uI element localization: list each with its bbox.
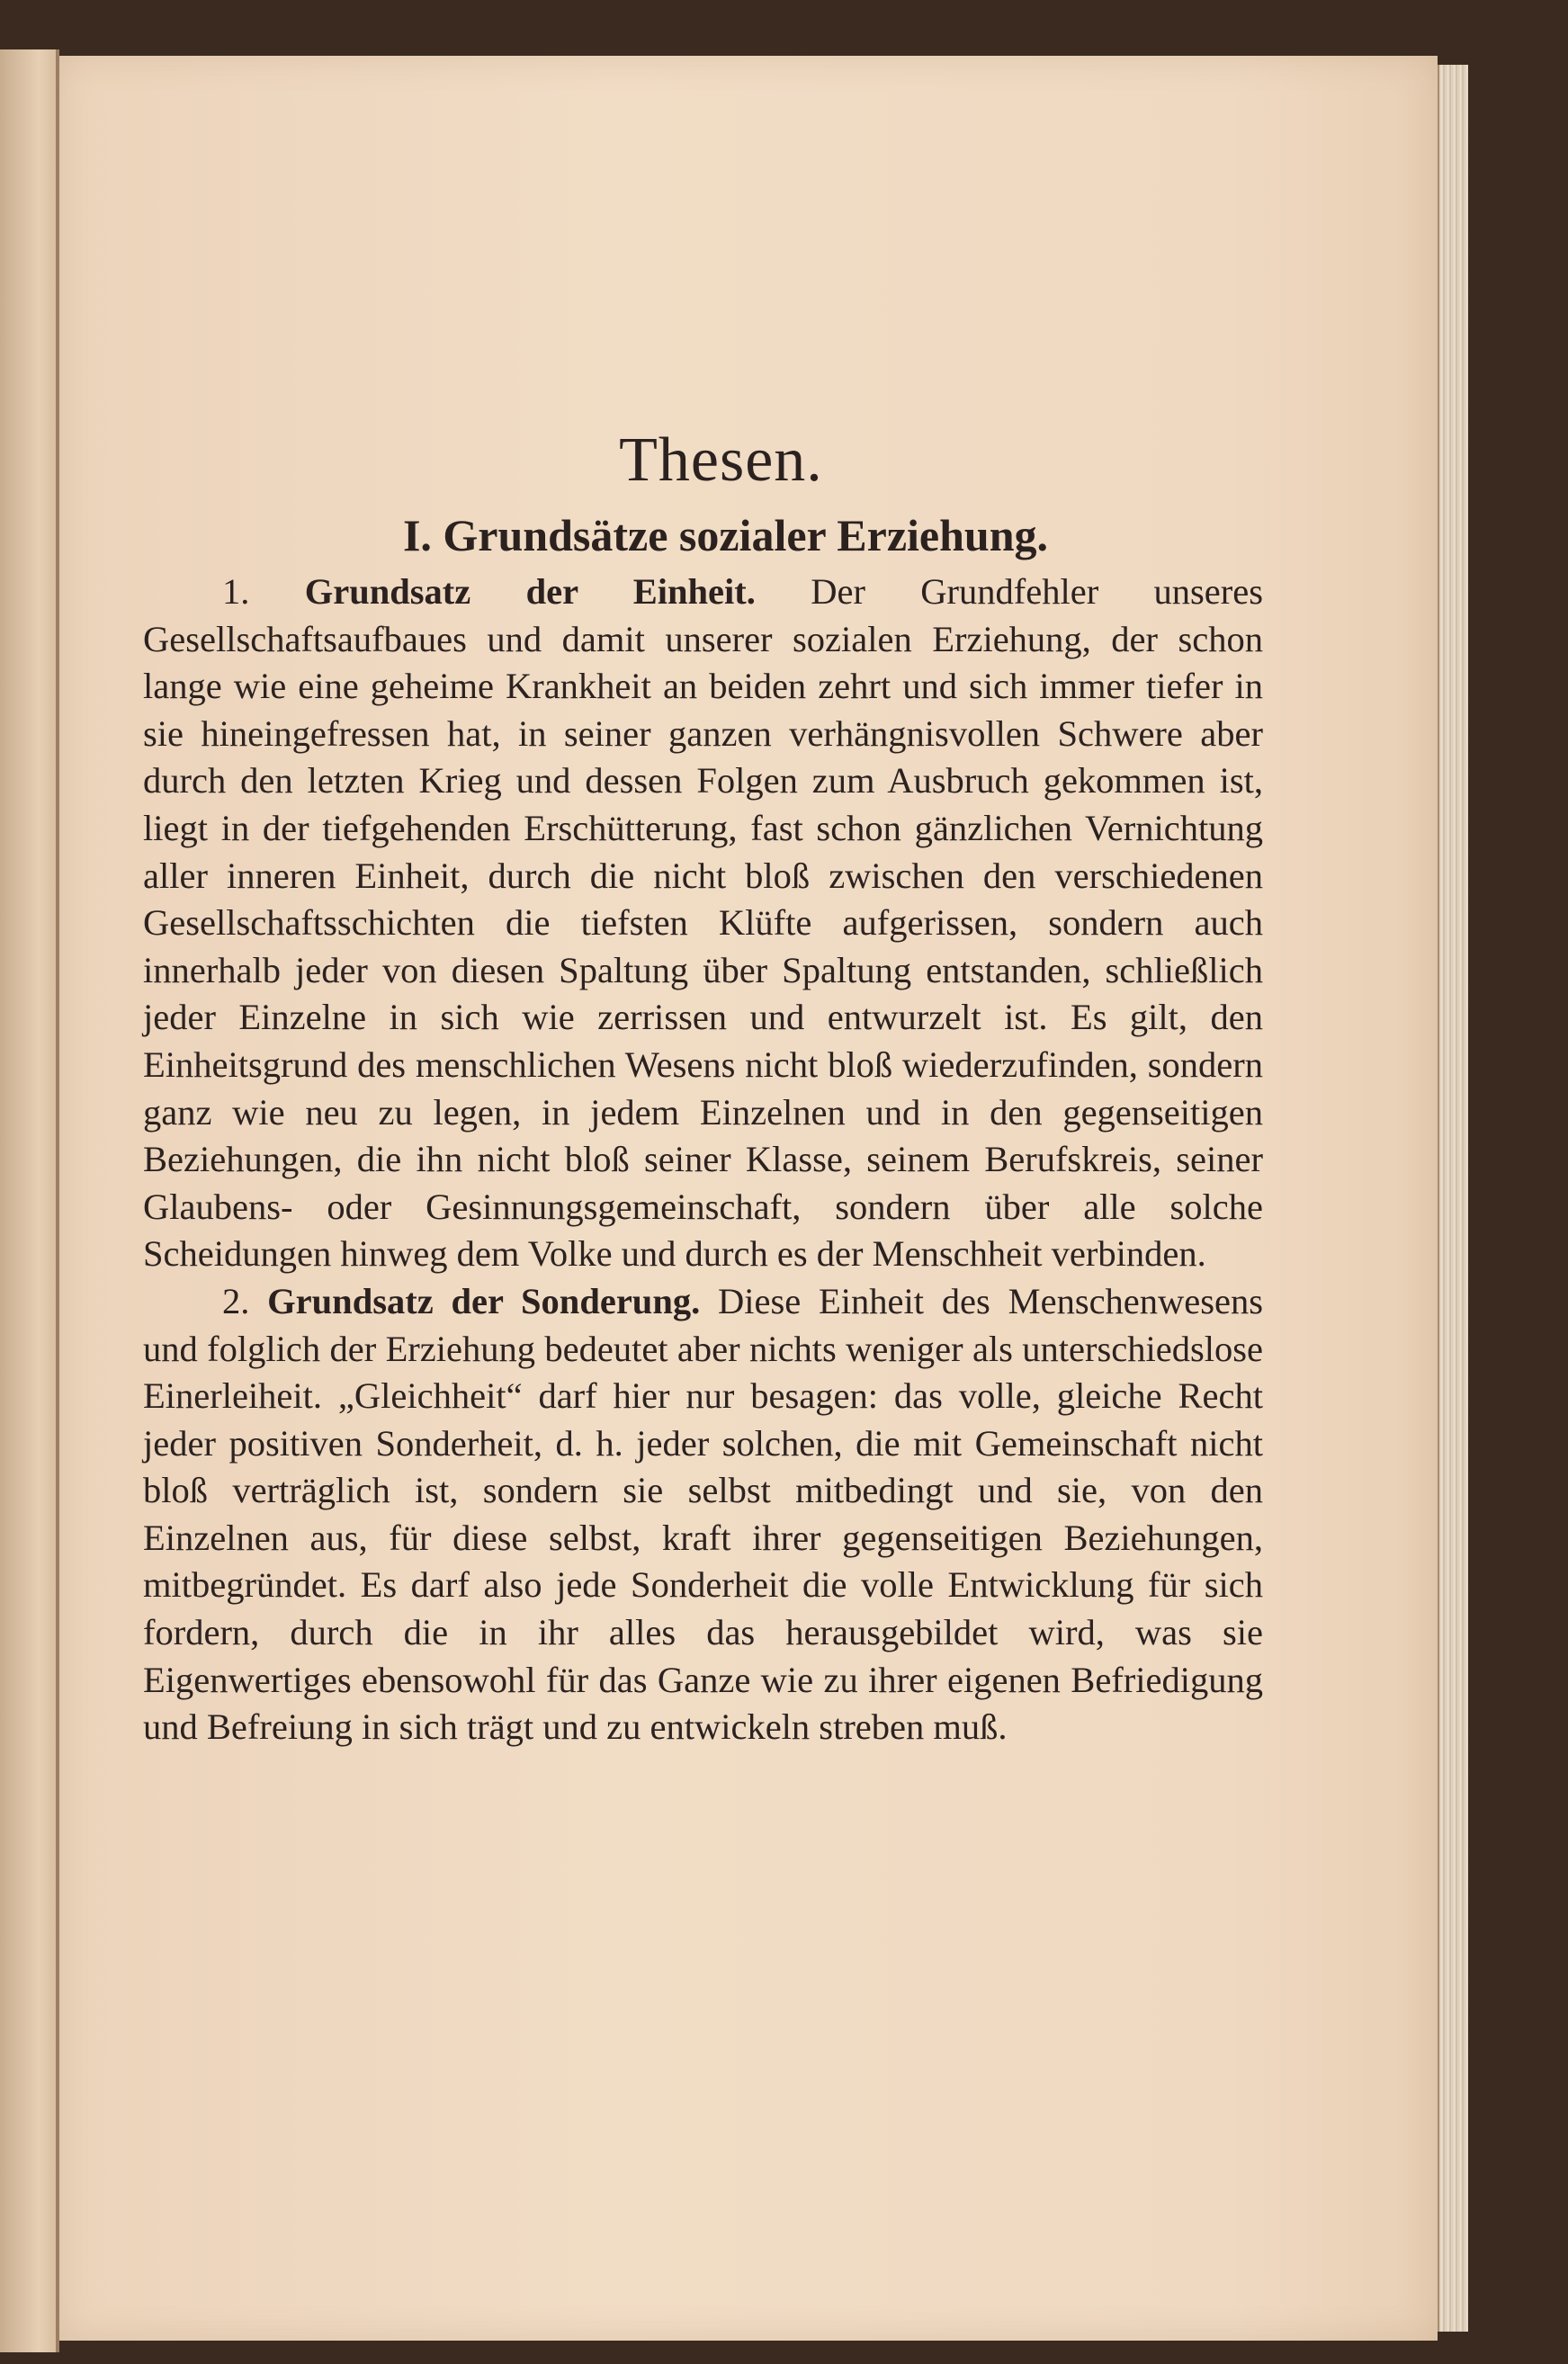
paragraph-2-lead: Grundsatz der Sonderung.: [267, 1280, 701, 1321]
paragraph-2: [143, 1278, 1263, 1751]
facing-page-edge: [0, 49, 58, 2352]
paragraph-1: [143, 569, 1263, 1278]
page-text: [143, 425, 1263, 1751]
paragraph-2-text: Diese Einheit des Menschenwesens und folglich der Erziehung bedeutet aber nichts weniger als unterschiedslose Einerleiheit. „Gleichheit“ darf hier nur besagen: das volle, gleiche Recht jeder positiven Sonderheit, d. h. jeder solchen, die mit Gemeinschaft nicht bloß verträglich ist, sondern sie selbst mitbedingt und sie, von den Einzelnen aus, für diese selbst, kraft ihrer gegenseitigen Beziehungen, mitbegründet. Es darf also jede Sonderheit die volle Entwicklung für sich fordern, durch die in ihr alles das herausgebildet wird, was sie Eigenwertiges ebensowohl für das Ganze wie zu ihrer eigenen Befriedigung und Befreiung in sich trägt und zu entwickeln streben muß.: [143, 1280, 1264, 1748]
paragraph-1-lead: Grundsatz der Einheit.: [304, 571, 756, 612]
paragraph-1-number: 1.: [222, 571, 250, 612]
book-page: [59, 56, 1438, 2341]
page-title: Thesen.: [619, 425, 823, 495]
page-stack-edges: [1438, 65, 1468, 2332]
section-heading: I. Grundsätze sozialer Erziehung.: [402, 510, 1049, 560]
paragraph-2-number: 2.: [222, 1280, 250, 1321]
paragraph-1-text: Der Grundfehler unseres Gesellschaftsaufbaues und damit unserer sozialen Erziehung, der schon lange wie eine geheime Krankheit an beiden zehrt und sich immer tiefer in sie hineingefressen hat, in seiner ganzen verhängnisvollen Schwere aber durch den letzten Krieg und dessen Folgen zum Ausbruch gekommen ist, liegt in der tiefgehenden Erschütterung, fast schon gänzlichen Vernichtung aller inneren Einheit, durch die nicht bloß zwischen den verschiedenen Gesellschaftsschichten die tiefsten Klüfte aufgerissen, sondern auch innerhalb jeder von diesen Spaltung über Spaltung entstanden, schließlich jeder Einzelne in sich wie zerrissen und entwurzelt ist. Es gilt, den Einheitsgrund des menschlichen Wesens nicht bloß wiederzufinden, sondern ganz wie neu zu legen, in jedem Einzelnen und in den gegenseitigen Beziehungen, die ihn nicht bloß seiner Klasse, seinem Berufskreis, seiner Glaubens- oder Gesinnungsgemeinschaft, sondern über alle solche Scheidungen hinweg dem Volke und durch es der Menschheit verbinden.: [143, 571, 1264, 1275]
